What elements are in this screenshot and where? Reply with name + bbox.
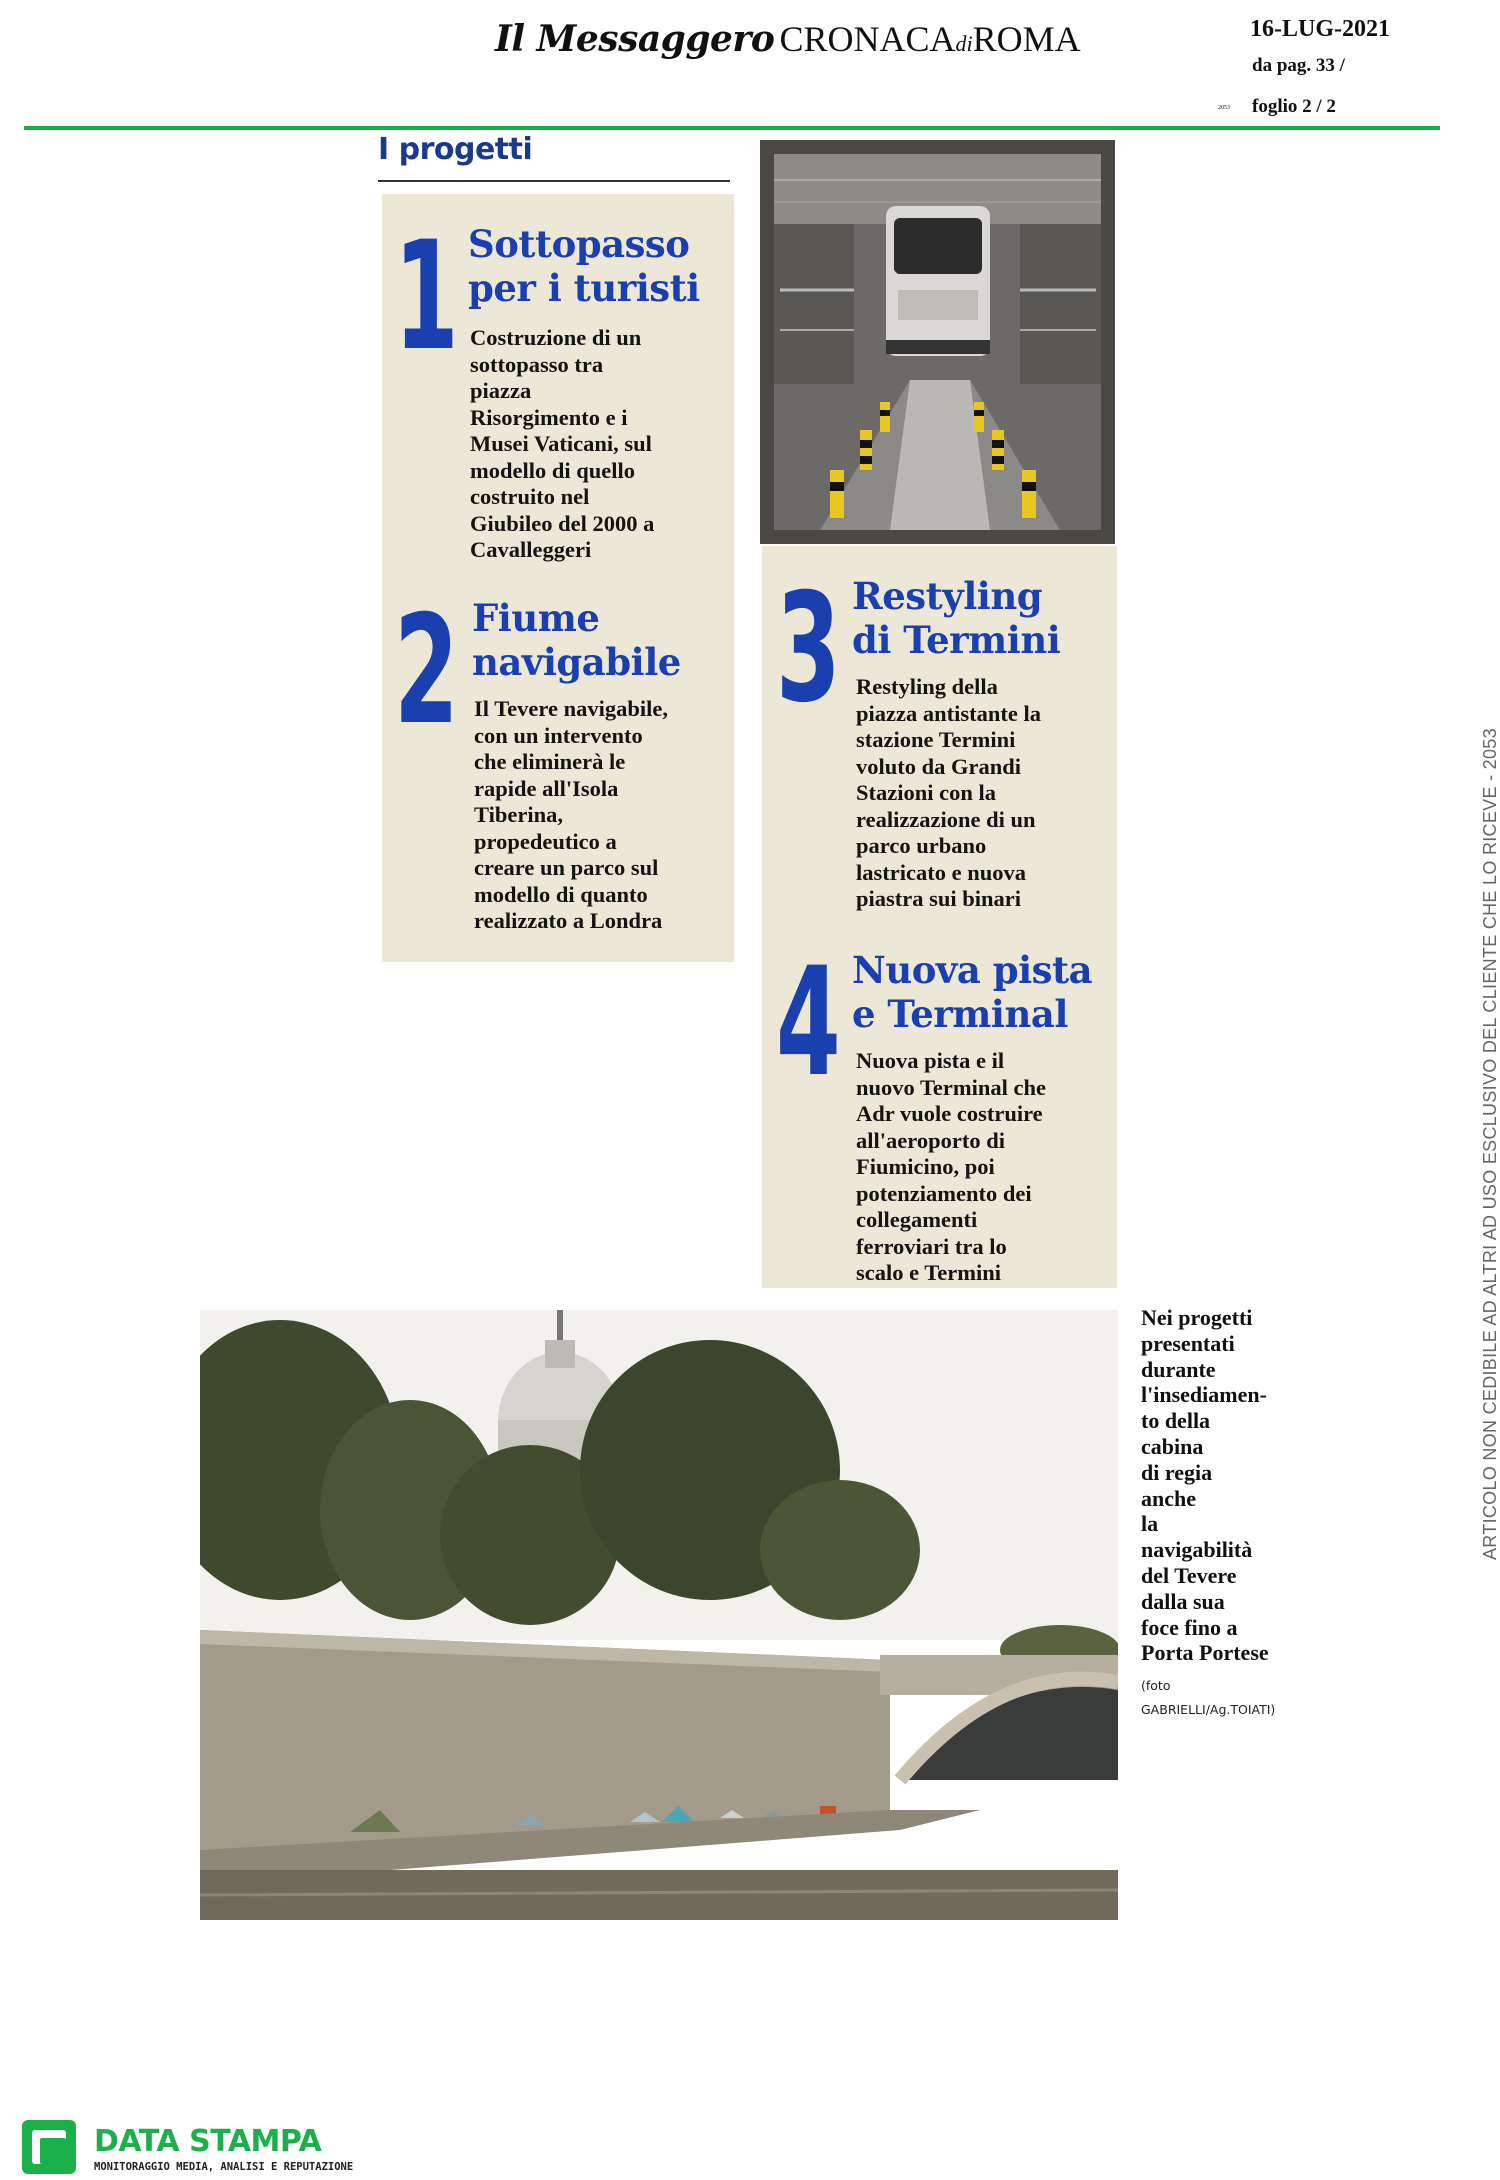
caption-line: presentati <box>1141 1330 1235 1356</box>
body-line: Risorgimento e i <box>470 404 628 430</box>
metro-depot-illustration <box>760 140 1115 544</box>
body-line: ferroviari tra lo <box>856 1233 1007 1259</box>
footer-tagline: MONITORAGGIO MEDIA, ANALISI E REPUTAZIONE <box>94 2161 354 2173</box>
body-line: creare un parco sul <box>474 855 659 880</box>
body-line: piazza <box>470 378 532 403</box>
body-line: voluto da Grandi <box>856 753 1022 779</box>
body-line: parco urbano <box>856 833 987 858</box>
project-title-line: Restyling <box>852 574 1043 618</box>
project-number: 2 <box>394 584 459 758</box>
project-title <box>852 948 1132 1036</box>
body-line: Tiberina, <box>474 802 563 827</box>
body-line: con un intervento <box>474 722 643 748</box>
body-line: potenziamento dei <box>856 1180 1032 1206</box>
project-body <box>856 674 1116 913</box>
body-line: stazione Termini <box>856 727 1016 752</box>
caption-line: Porta Portese <box>1141 1640 1269 1666</box>
body-line: scalo e Termini <box>856 1260 1001 1285</box>
project-number: 1 <box>394 210 459 384</box>
project-title <box>852 574 1122 662</box>
project-number: 4 <box>776 936 841 1110</box>
body-line: sottopasso tra <box>470 351 604 377</box>
project-title-line: e Terminal <box>852 992 1068 1036</box>
body-line: piastra sui binari <box>856 886 1022 911</box>
body-line: realizzato a Londra <box>474 908 663 933</box>
body-line: che eliminerà le <box>474 749 626 774</box>
caption-line: foce fino a <box>1141 1614 1238 1640</box>
section-name: CRONACA <box>779 19 956 59</box>
body-line: realizzazione di un <box>856 806 1036 832</box>
body-line: Nuova pista e il <box>856 1048 1005 1073</box>
metro-depot-photo <box>760 140 1115 544</box>
body-line: Cavalleggeri <box>470 537 592 562</box>
body-line: costruito nel <box>470 484 590 509</box>
data-stampa-logo-icon <box>22 2120 76 2174</box>
body-line: Adr vuole costruire <box>856 1101 1043 1126</box>
caption-line: durante <box>1141 1356 1216 1382</box>
masthead <box>495 18 1081 68</box>
issue-date: 16-LUG-2021 <box>1250 16 1390 42</box>
credit-line: GABRIELLI/Ag.TOIATI) <box>1141 1702 1276 1717</box>
project-body <box>856 1048 1116 1287</box>
project-title <box>468 222 748 310</box>
body-line: Costruzione di un <box>470 325 642 350</box>
body-line: Il Tevere navigabile, <box>474 696 668 721</box>
section-city: ROMA <box>972 19 1081 59</box>
newspaper-logo: Il Messaggero <box>495 18 775 60</box>
body-line: rapide all'Isola <box>474 775 619 801</box>
project-title-line: per i turisti <box>468 266 700 310</box>
body-line: modello di quanto <box>474 881 648 907</box>
caption-line: la <box>1141 1511 1159 1537</box>
tiber-river-illustration <box>200 1310 1118 1920</box>
project-title <box>472 596 742 684</box>
section-di: di <box>955 31 973 56</box>
caption-line: navigabilità <box>1141 1537 1253 1563</box>
project-title-line: navigabile <box>472 640 681 684</box>
project-title-line: Nuova pista <box>852 948 1093 992</box>
photo-caption <box>1141 1305 1321 1666</box>
body-line: propedeutico a <box>474 828 617 854</box>
caption-line: del Tevere <box>1141 1562 1237 1588</box>
footer-brand: DATA STAMPA <box>94 2124 322 2159</box>
folio-code: 2053 <box>1218 105 1230 111</box>
tiber-river-photo <box>200 1310 1118 1920</box>
section-label: I progetti <box>378 132 533 167</box>
caption-line: to della <box>1141 1408 1211 1434</box>
page-reference: da pag. 33 / <box>1252 55 1345 76</box>
folio-number: foglio 2 / 2 <box>1252 96 1336 117</box>
project-title-line: Fiume <box>472 596 600 640</box>
body-line: lastricato e nuova <box>856 859 1026 885</box>
caption-line: cabina <box>1141 1433 1204 1459</box>
caption-line: dalla sua <box>1141 1588 1225 1614</box>
project-title-line: Sottopasso <box>468 222 690 266</box>
caption-line: anche <box>1141 1485 1196 1511</box>
credit-line: (foto <box>1141 1678 1171 1693</box>
body-line: Giubileo del 2000 a <box>470 510 655 536</box>
caption-line: l'insediamen- <box>1141 1382 1267 1408</box>
body-line: modello di quello <box>470 457 636 483</box>
section-rule <box>378 180 730 182</box>
body-line: Restyling della <box>856 674 998 699</box>
body-line: Fiumicino, poi <box>856 1154 995 1179</box>
project-body <box>474 696 734 935</box>
header-rule <box>24 126 1440 130</box>
caption-line: di regia <box>1141 1459 1213 1485</box>
project-body <box>470 325 730 564</box>
project-title-line: di Termini <box>852 618 1061 662</box>
body-line: Stazioni con la <box>856 780 997 805</box>
body-line: piazza antistante la <box>856 700 1041 726</box>
body-line: Musei Vaticani, sul <box>470 431 652 456</box>
caption-line: Nei progetti <box>1141 1305 1253 1330</box>
body-line: collegamenti <box>856 1207 978 1232</box>
usage-notice: ARTICOLO NON CEDIBILE AD ALTRI AD USO ESCLUSIVO DEL CLIENTE CHE LO RICEVE - 2053 <box>1480 728 1500 1560</box>
body-line: nuovo Terminal che <box>856 1074 1047 1100</box>
body-line: all'aeroporto di <box>856 1127 1005 1153</box>
photo-credit <box>1141 1674 1321 1722</box>
project-number: 3 <box>776 562 841 736</box>
